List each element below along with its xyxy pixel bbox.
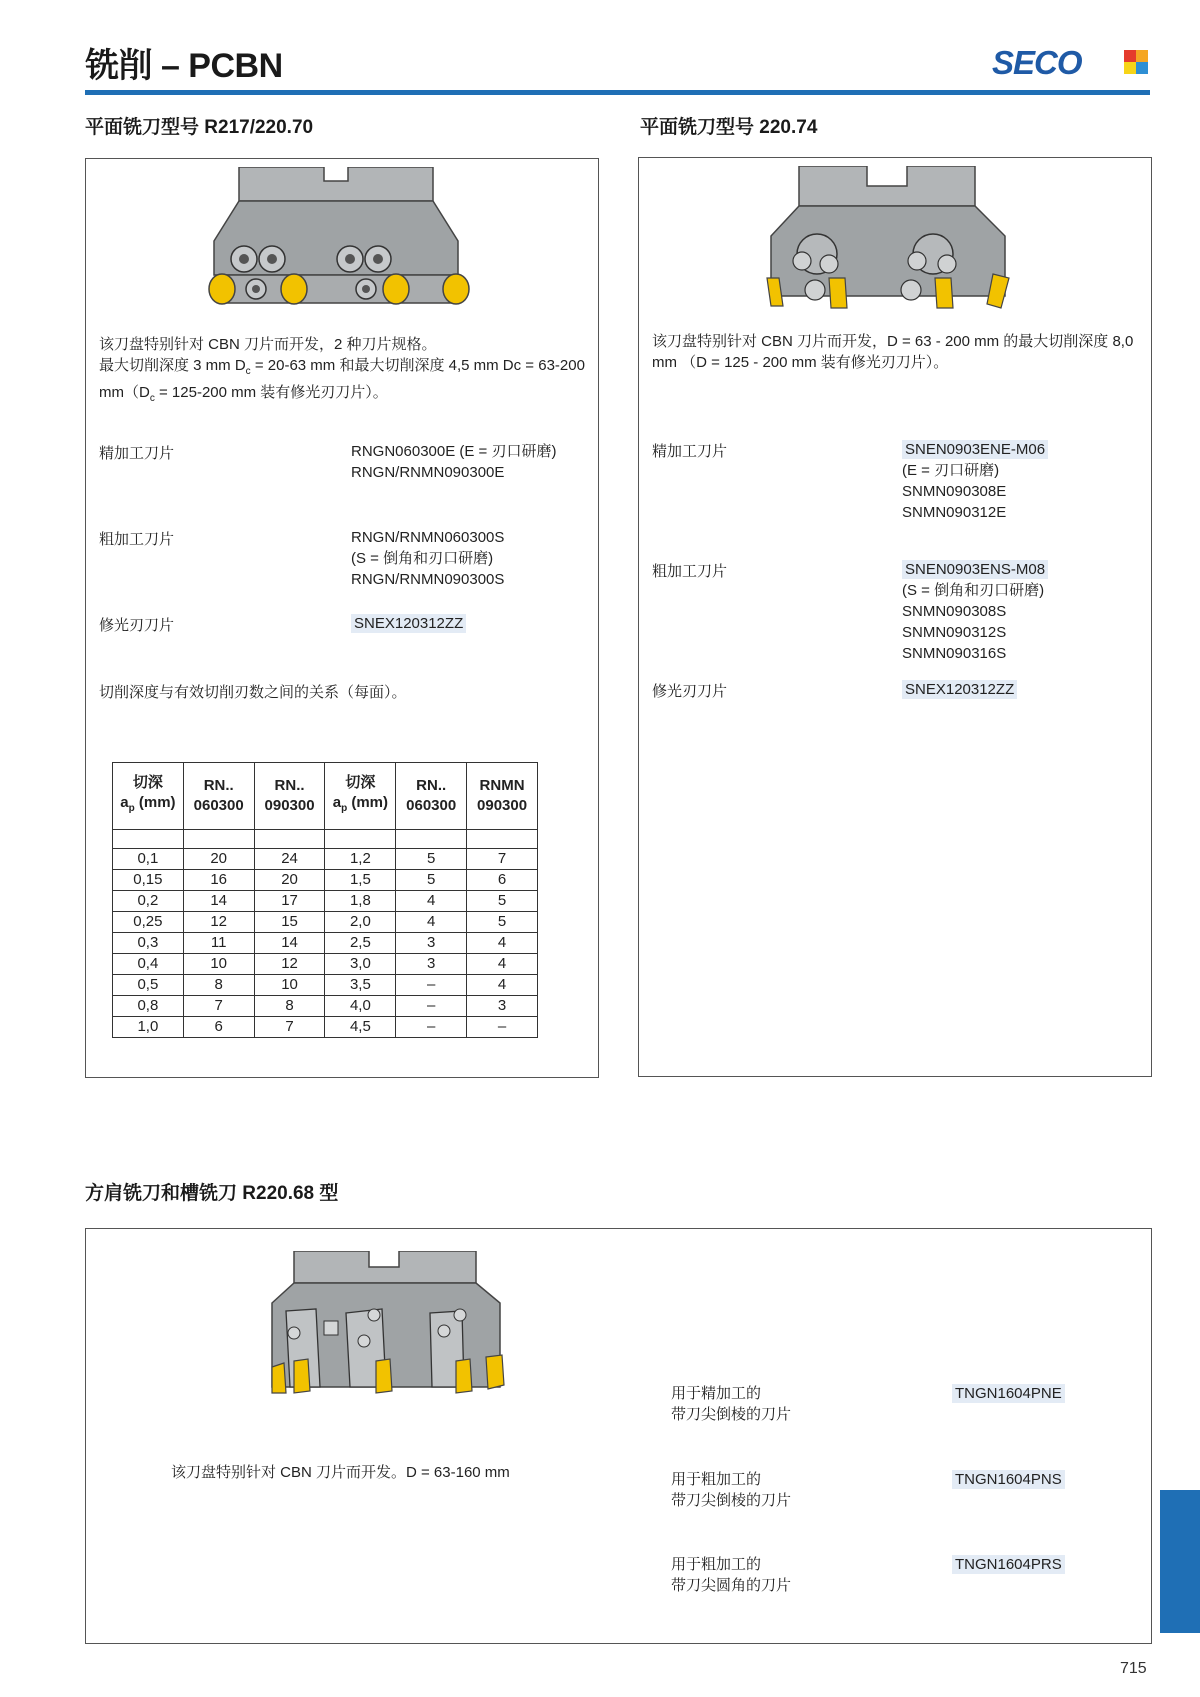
depth-vs-edges-table bbox=[112, 762, 538, 1038]
table-cell: 8 bbox=[183, 975, 254, 996]
table-cell: 20 bbox=[254, 870, 325, 891]
table-cell: 5 bbox=[467, 912, 538, 933]
table-cell: 10 bbox=[254, 975, 325, 996]
table-cell: 0,8 bbox=[113, 996, 184, 1017]
finishing-insert-label-right: 精加工刀片 bbox=[652, 443, 728, 460]
table-cell: – bbox=[467, 1017, 538, 1038]
table-cell: – bbox=[396, 996, 467, 1017]
bottom-description: 该刀盘特别针对 CBN 刀片而开发。D = 63-160 mm bbox=[171, 1464, 510, 1481]
table-row bbox=[113, 912, 538, 933]
table-cell: 4,5 bbox=[325, 1017, 396, 1038]
table-cell: 0,5 bbox=[113, 975, 184, 996]
table-row bbox=[113, 954, 538, 975]
header-rule bbox=[85, 90, 1150, 95]
table-cell: 12 bbox=[183, 912, 254, 933]
table-cell: 0,1 bbox=[113, 849, 184, 870]
table-cell: 6 bbox=[467, 870, 538, 891]
table-cell: 24 bbox=[254, 849, 325, 870]
table-cell: 3,0 bbox=[325, 954, 396, 975]
table-cell: 3 bbox=[396, 933, 467, 954]
table-row bbox=[113, 849, 538, 870]
insert-item-pns-label: 用于粗加工的 带刀尖倒棱的刀片 bbox=[671, 1471, 792, 1509]
table-cell: 4 bbox=[396, 912, 467, 933]
right-section-heading: 平面铣刀型号 220.74 bbox=[640, 117, 818, 138]
table-cell: 3 bbox=[396, 954, 467, 975]
table-cell: 0,2 bbox=[113, 891, 184, 912]
insert-item-pns-code: TNGN1604PNS bbox=[952, 1469, 1065, 1490]
bottom-section-heading: 方肩铣刀和槽铣刀 R220.68 型 bbox=[85, 1183, 339, 1204]
table-body bbox=[113, 849, 538, 1038]
roughing-insert-codes: RNGN/RNMN060300S (S = 倒角和刃口研磨) RNGN/RNMN090300S bbox=[351, 529, 505, 588]
table-cell: 4 bbox=[396, 891, 467, 912]
face-mill-r217-illustration bbox=[206, 167, 476, 315]
finishing-insert-label: 精加工刀片 bbox=[99, 445, 175, 462]
table-cell: 7 bbox=[183, 996, 254, 1017]
table-cell: 17 bbox=[254, 891, 325, 912]
table-row bbox=[113, 891, 538, 912]
table-cell: 3,5 bbox=[325, 975, 396, 996]
wiper-insert-code: SNEX120312ZZ bbox=[351, 613, 466, 634]
page-title: 铣削 – PCBN bbox=[85, 47, 283, 85]
table-cell: 4 bbox=[467, 933, 538, 954]
insert-item-prs-code: TNGN1604PRS bbox=[952, 1554, 1065, 1575]
left-section-heading: 平面铣刀型号 R217/220.70 bbox=[85, 117, 314, 138]
table-row bbox=[113, 1017, 538, 1038]
table-cell: 1,0 bbox=[113, 1017, 184, 1038]
finishing-insert-codes: RNGN060300E (E = 刃口研磨) RNGN/RNMN090300E bbox=[351, 443, 557, 481]
table-cell: 0,15 bbox=[113, 870, 184, 891]
table-header-depth: 切深 $a_p$ (mm) bbox=[113, 763, 184, 830]
table-row bbox=[113, 996, 538, 1017]
bottom-panel bbox=[85, 1228, 1152, 1644]
table-cell: – bbox=[396, 975, 467, 996]
roughing-insert-label: 粗加工刀片 bbox=[99, 531, 175, 548]
wiper-insert-label-right: 修光刃刀片 bbox=[652, 683, 728, 700]
page-number: 715 bbox=[1120, 1660, 1147, 1677]
table-cell: 5 bbox=[396, 870, 467, 891]
right-description: 该刀盘特别针对 CBN 刀片而开发，D = 63 - 200 mm 的最大切削深度 8,0 mm （D = 125 - 200 mm 装有修光刃刀片）。 bbox=[652, 333, 1134, 371]
table-cell: 1,8 bbox=[325, 891, 396, 912]
table-cell: 7 bbox=[254, 1017, 325, 1038]
table-cell: 14 bbox=[254, 933, 325, 954]
table-cell: 7 bbox=[467, 849, 538, 870]
table-cell: 4 bbox=[467, 954, 538, 975]
table-cell: 1,5 bbox=[325, 870, 396, 891]
table-cell: – bbox=[396, 1017, 467, 1038]
table-cell: 2,0 bbox=[325, 912, 396, 933]
finishing-insert-codes-right: SNEN0903ENE-M06 (E = 刃口研磨) SNMN090308E SNMN090312E bbox=[902, 439, 1048, 523]
table-cell: 0,4 bbox=[113, 954, 184, 975]
table-row bbox=[113, 933, 538, 954]
table-cell: 20 bbox=[183, 849, 254, 870]
insert-item-pne-label: 用于精加工的 带刀尖倒棱的刀片 bbox=[671, 1385, 792, 1423]
table-cell: 6 bbox=[183, 1017, 254, 1038]
table-cell: 0,3 bbox=[113, 933, 184, 954]
table-header-rn060300: RN.. 060300 bbox=[183, 763, 254, 830]
table-cell: 5 bbox=[396, 849, 467, 870]
roughing-insert-codes-right: SNEN0903ENS-M08 (S = 倒角和刃口研磨) SNMN090308S SNMN090312S SNMN090316S bbox=[902, 559, 1048, 664]
table-cell: 4,0 bbox=[325, 996, 396, 1017]
table-cell: 0,25 bbox=[113, 912, 184, 933]
wiper-insert-code-right: SNEX120312ZZ bbox=[902, 679, 1017, 700]
seco-logo-icon bbox=[1124, 50, 1148, 74]
shoulder-mill-r22068-illustration bbox=[264, 1251, 526, 1397]
section-tab bbox=[1160, 1490, 1200, 1633]
table-header-rn060300-2: RN.. 060300 bbox=[396, 763, 467, 830]
face-mill-22074-illustration bbox=[757, 166, 1032, 314]
wiper-insert-label: 修光刃刀片 bbox=[99, 617, 175, 634]
table-cell: 14 bbox=[183, 891, 254, 912]
table-cell: 11 bbox=[183, 933, 254, 954]
table-row bbox=[113, 870, 538, 891]
table-header-depth-2: 切深 $a_p$ (mm) bbox=[325, 763, 396, 830]
insert-item-pne-code: TNGN1604PNE bbox=[952, 1383, 1065, 1404]
left-panel bbox=[85, 158, 599, 1078]
table-row bbox=[113, 975, 538, 996]
table-cell: 1,2 bbox=[325, 849, 396, 870]
insert-item-prs-label: 用于粗加工的 带刀尖圆角的刀片 bbox=[671, 1556, 792, 1594]
table-cell: 15 bbox=[254, 912, 325, 933]
table-cell: 5 bbox=[467, 891, 538, 912]
right-panel bbox=[638, 157, 1152, 1077]
table-cell: 16 bbox=[183, 870, 254, 891]
table-spacer-row bbox=[113, 830, 538, 849]
seco-logo: SECO bbox=[992, 44, 1082, 81]
depth-relation-note: 切削深度与有效切削刃数之间的关系（每面）。 bbox=[99, 684, 407, 701]
table-cell: 4 bbox=[467, 975, 538, 996]
table-cell: 10 bbox=[183, 954, 254, 975]
roughing-insert-label-right: 粗加工刀片 bbox=[652, 563, 728, 580]
table-cell: 3 bbox=[467, 996, 538, 1017]
table-cell: 2,5 bbox=[325, 933, 396, 954]
table-header-rnmn090300: RNMN 090300 bbox=[467, 763, 538, 830]
left-description: 该刀盘特别针对 CBN 刀片而开发，2 种刀片规格。 最大切削深度 3 mm $D_c = 20-63$ mm 和最大切削深度 4,5 mm Dc = 63-200 $mm(D_c = 125-200$ mm 装有修光刃刀片）。 bbox=[99, 336, 585, 404]
table-cell: 12 bbox=[254, 954, 325, 975]
table-header-row bbox=[113, 763, 538, 830]
table-header-rn090300: RN.. 090300 bbox=[254, 763, 325, 830]
table-cell: 8 bbox=[254, 996, 325, 1017]
